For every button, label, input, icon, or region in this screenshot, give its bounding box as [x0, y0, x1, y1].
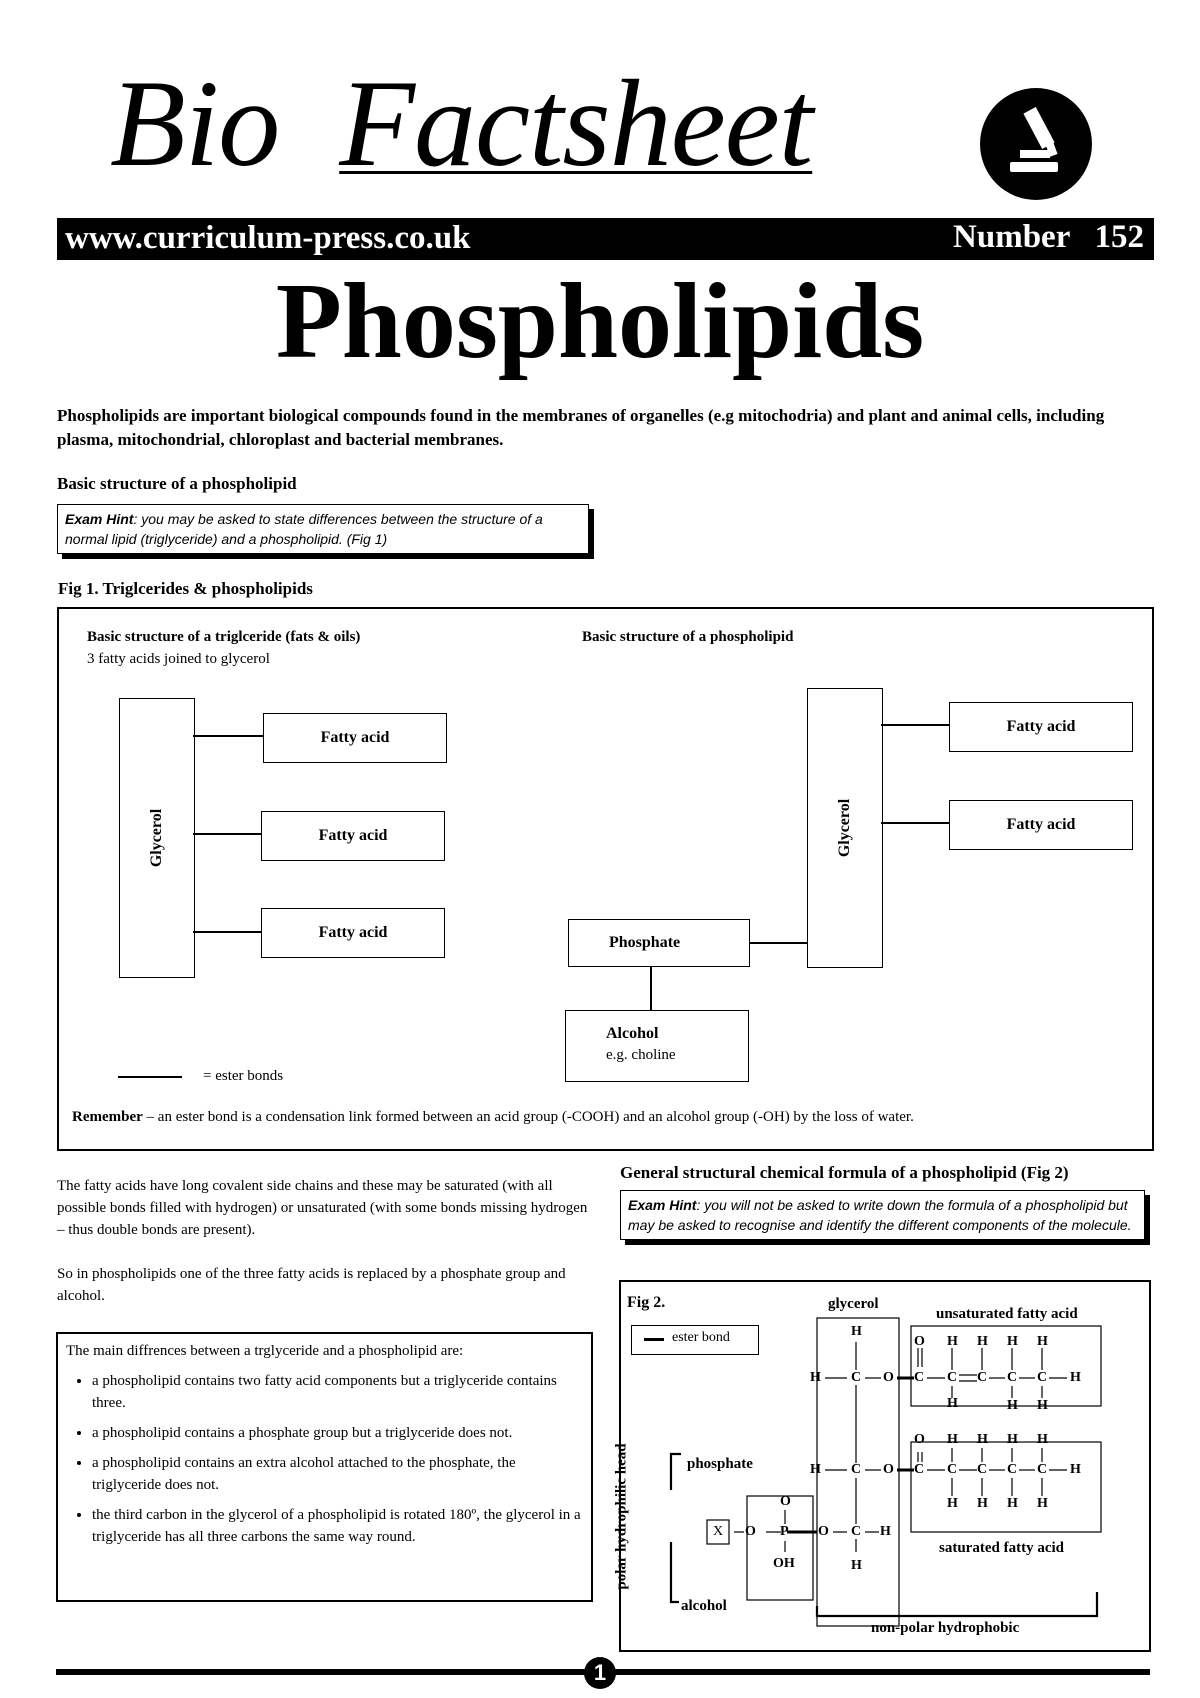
atom-c: C [947, 1462, 958, 1477]
atom-x: X [713, 1524, 724, 1539]
exam-hint-text: : you may be asked to state differences between the structure of a normal lipid (triglyceride) and a phospholipid. (Fig 1) [65, 511, 543, 547]
fig1-caption: Fig 1. Triglcerides & phospholipids [58, 579, 313, 598]
atom-h: H [977, 1432, 988, 1447]
atom-h: H [947, 1432, 958, 1447]
list-item: • the third carbon in the glycerol of a phospholipid is rotated 180º, the glycerol in a triglyceride has all three carbons the same way round. [92, 1504, 583, 1548]
atom-c: C [1007, 1370, 1018, 1385]
fatty-acid-label: Fatty acid [1006, 718, 1076, 735]
phosphate-label: phosphate [687, 1456, 753, 1472]
atom-o: O [914, 1432, 925, 1447]
atom-h: H [1007, 1432, 1018, 1447]
fatty-acid-label: Fatty acid [318, 924, 388, 941]
remember-label: Remember [72, 1109, 143, 1125]
alcohol-label: Alcohol [606, 1025, 659, 1042]
ester-bond-legend-label: ester bond [672, 1330, 730, 1345]
atom-h: H [977, 1496, 988, 1511]
trig-fatty-acid-1 [263, 713, 447, 763]
atom-o: O [780, 1494, 791, 1509]
atom-h: H [851, 1324, 862, 1339]
atom-h: H [947, 1334, 958, 1349]
list-item: • a phospholipid contains two fatty acid components but a triglyceride contains three. [92, 1370, 583, 1414]
page-number: 1 [584, 1657, 616, 1689]
remember-note [72, 1109, 1142, 1126]
atom-h: H [1007, 1398, 1018, 1413]
body-paragraph-2: So in phospholipids one of the three fatty acids is replaced by a phosphate group and alcohol. [57, 1266, 566, 1304]
intro-paragraph: Phospholipids are important biological compounds found in the membranes of organelles (e.g mitochodria) and plant and animal cells, including plasma, mitochondrial, chloroplast and bacterial membranes. [57, 406, 1105, 449]
atom-c: C [1037, 1370, 1048, 1385]
atom-h: H [880, 1524, 891, 1539]
trig-fatty-acid-2 [261, 811, 445, 861]
atom-o: O [883, 1462, 894, 1477]
phos-glycerol-label: Glycerol [835, 798, 853, 858]
atom-p: P [780, 1524, 789, 1539]
atom-c: C [947, 1370, 958, 1385]
atom-h: H [1037, 1432, 1048, 1447]
atom-h: H [1070, 1370, 1081, 1385]
atom-h: H [1037, 1398, 1048, 1413]
atom-c: C [914, 1370, 925, 1385]
atom-h: H [1007, 1334, 1018, 1349]
atom-c: C [851, 1462, 862, 1477]
list-item: • a phospholipid contains a phosphate group but a triglyceride does not. [92, 1422, 583, 1444]
masthead-factsheet: Factsheet [339, 55, 813, 192]
masthead-bio: Bio [110, 55, 280, 192]
fatty-acid-label: Fatty acid [318, 827, 388, 844]
fatty-acid-label: Fatty acid [1006, 816, 1076, 833]
polar-head-label: polar hydrophilic head [613, 1443, 630, 1590]
atom-c: C [1007, 1462, 1018, 1477]
alcohol-label: alcohol [681, 1598, 727, 1614]
body-paragraph-1: The fatty acids have long covalent side chains and these may be saturated (with all possible bonds filled with hydrogen) or unsaturated (with some bonds missing hydrogen – thus double bonds are present). [57, 1178, 588, 1238]
atom-o: O [914, 1334, 925, 1349]
atom-h: H [977, 1334, 988, 1349]
phos-glycerol-box [807, 688, 883, 968]
exam-hint-2 [620, 1190, 1145, 1240]
exam-hint-label: Exam Hint [628, 1197, 697, 1213]
atom-c: C [977, 1370, 988, 1385]
masthead [110, 55, 813, 192]
triglyceride-subheading: 3 fatty acids joined to glycerol [87, 651, 270, 667]
phospholipid-heading: Basic structure of a phospholipid [582, 629, 794, 645]
exam-hint-text: : you will not be asked to write down the formula of a phospholipid but may be asked to recognise and identify the different components of the molecule. [628, 1197, 1132, 1233]
differences-intro: The main diffrences between a trglyceride and a phospholipid are: [66, 1343, 464, 1359]
atom-h: H [851, 1558, 862, 1573]
alcohol-example: e.g. choline [606, 1047, 676, 1063]
atom-c: C [977, 1462, 988, 1477]
atom-h: H [810, 1462, 821, 1477]
unsaturated-label: unsaturated fatty acid [936, 1306, 1078, 1322]
fig2-label: Fig 2. [627, 1294, 666, 1311]
bond-line [650, 967, 652, 1010]
fig2-heading: General structural chemical formula of a phospholipid (Fig 2) [620, 1163, 1069, 1182]
atom-o: O [818, 1524, 829, 1539]
fatty-acid-label: Fatty acid [320, 729, 390, 746]
ester-bond-line [193, 931, 261, 933]
atom-oh: OH [773, 1556, 795, 1571]
alcohol-box [565, 1010, 749, 1082]
phos-fatty-acid-2 [949, 800, 1133, 850]
atom-h: H [1070, 1462, 1081, 1477]
list-item: • a phospholipid contains an extra alcohol attached to the phosphate, the triglyceride does not. [92, 1452, 583, 1496]
ester-legend-label: = ester bonds [203, 1068, 284, 1084]
phos-fatty-acid-1 [949, 702, 1133, 752]
exam-hint-label: Exam Hint [65, 511, 134, 527]
nonpolar-label: non-polar hydrophobic [871, 1620, 1020, 1636]
atom-h: H [947, 1396, 958, 1411]
phosphate-box [568, 919, 750, 967]
differences-list [66, 1370, 583, 1548]
website-link[interactable]: www.curriculum-press.co.uk [65, 220, 471, 256]
header-bar [57, 218, 1154, 260]
atom-h: H [947, 1496, 958, 1511]
atom-h: H [810, 1370, 821, 1385]
atom-h: H [1037, 1496, 1048, 1511]
section-heading-basic-structure: Basic structure of a phospholipid [57, 474, 297, 493]
differences-box [56, 1332, 593, 1602]
trig-glycerol-box [119, 698, 195, 978]
fig1-diagram [57, 607, 1154, 1151]
issue-number: Number 152 [953, 219, 1144, 255]
atom-h: H [1007, 1496, 1018, 1511]
glycerol-label: glycerol [828, 1296, 879, 1312]
ester-bond-line [193, 833, 261, 835]
ester-bond-line [881, 724, 949, 726]
trig-fatty-acid-3 [261, 908, 445, 958]
ester-bond-line [881, 822, 949, 824]
phosphate-label: Phosphate [609, 934, 681, 951]
atom-c: C [1037, 1462, 1048, 1477]
atom-o: O [745, 1524, 756, 1539]
ester-bond-line [193, 735, 263, 737]
page-title: Phospholipids [275, 262, 925, 381]
trig-glycerol-label: Glycerol [147, 808, 165, 868]
atom-h: H [1037, 1334, 1048, 1349]
remember-text: – an ester bond is a condensation link formed between an acid group (-COOH) and an alcohol group (-OH) by the loss of water. [142, 1109, 914, 1125]
fig2-diagram [613, 1280, 1151, 1652]
atom-c: C [914, 1462, 925, 1477]
microscope-icon [980, 88, 1092, 200]
exam-hint-1 [57, 504, 589, 554]
atom-c: C [851, 1524, 862, 1539]
triglyceride-heading: Basic structure of a triglceride (fats & oils) [87, 629, 361, 645]
ester-legend-line [118, 1076, 182, 1078]
ester-bond-line [750, 942, 807, 944]
saturated-label: saturated fatty acid [939, 1540, 1064, 1556]
atom-o: O [883, 1370, 894, 1385]
atom-c: C [851, 1370, 862, 1385]
